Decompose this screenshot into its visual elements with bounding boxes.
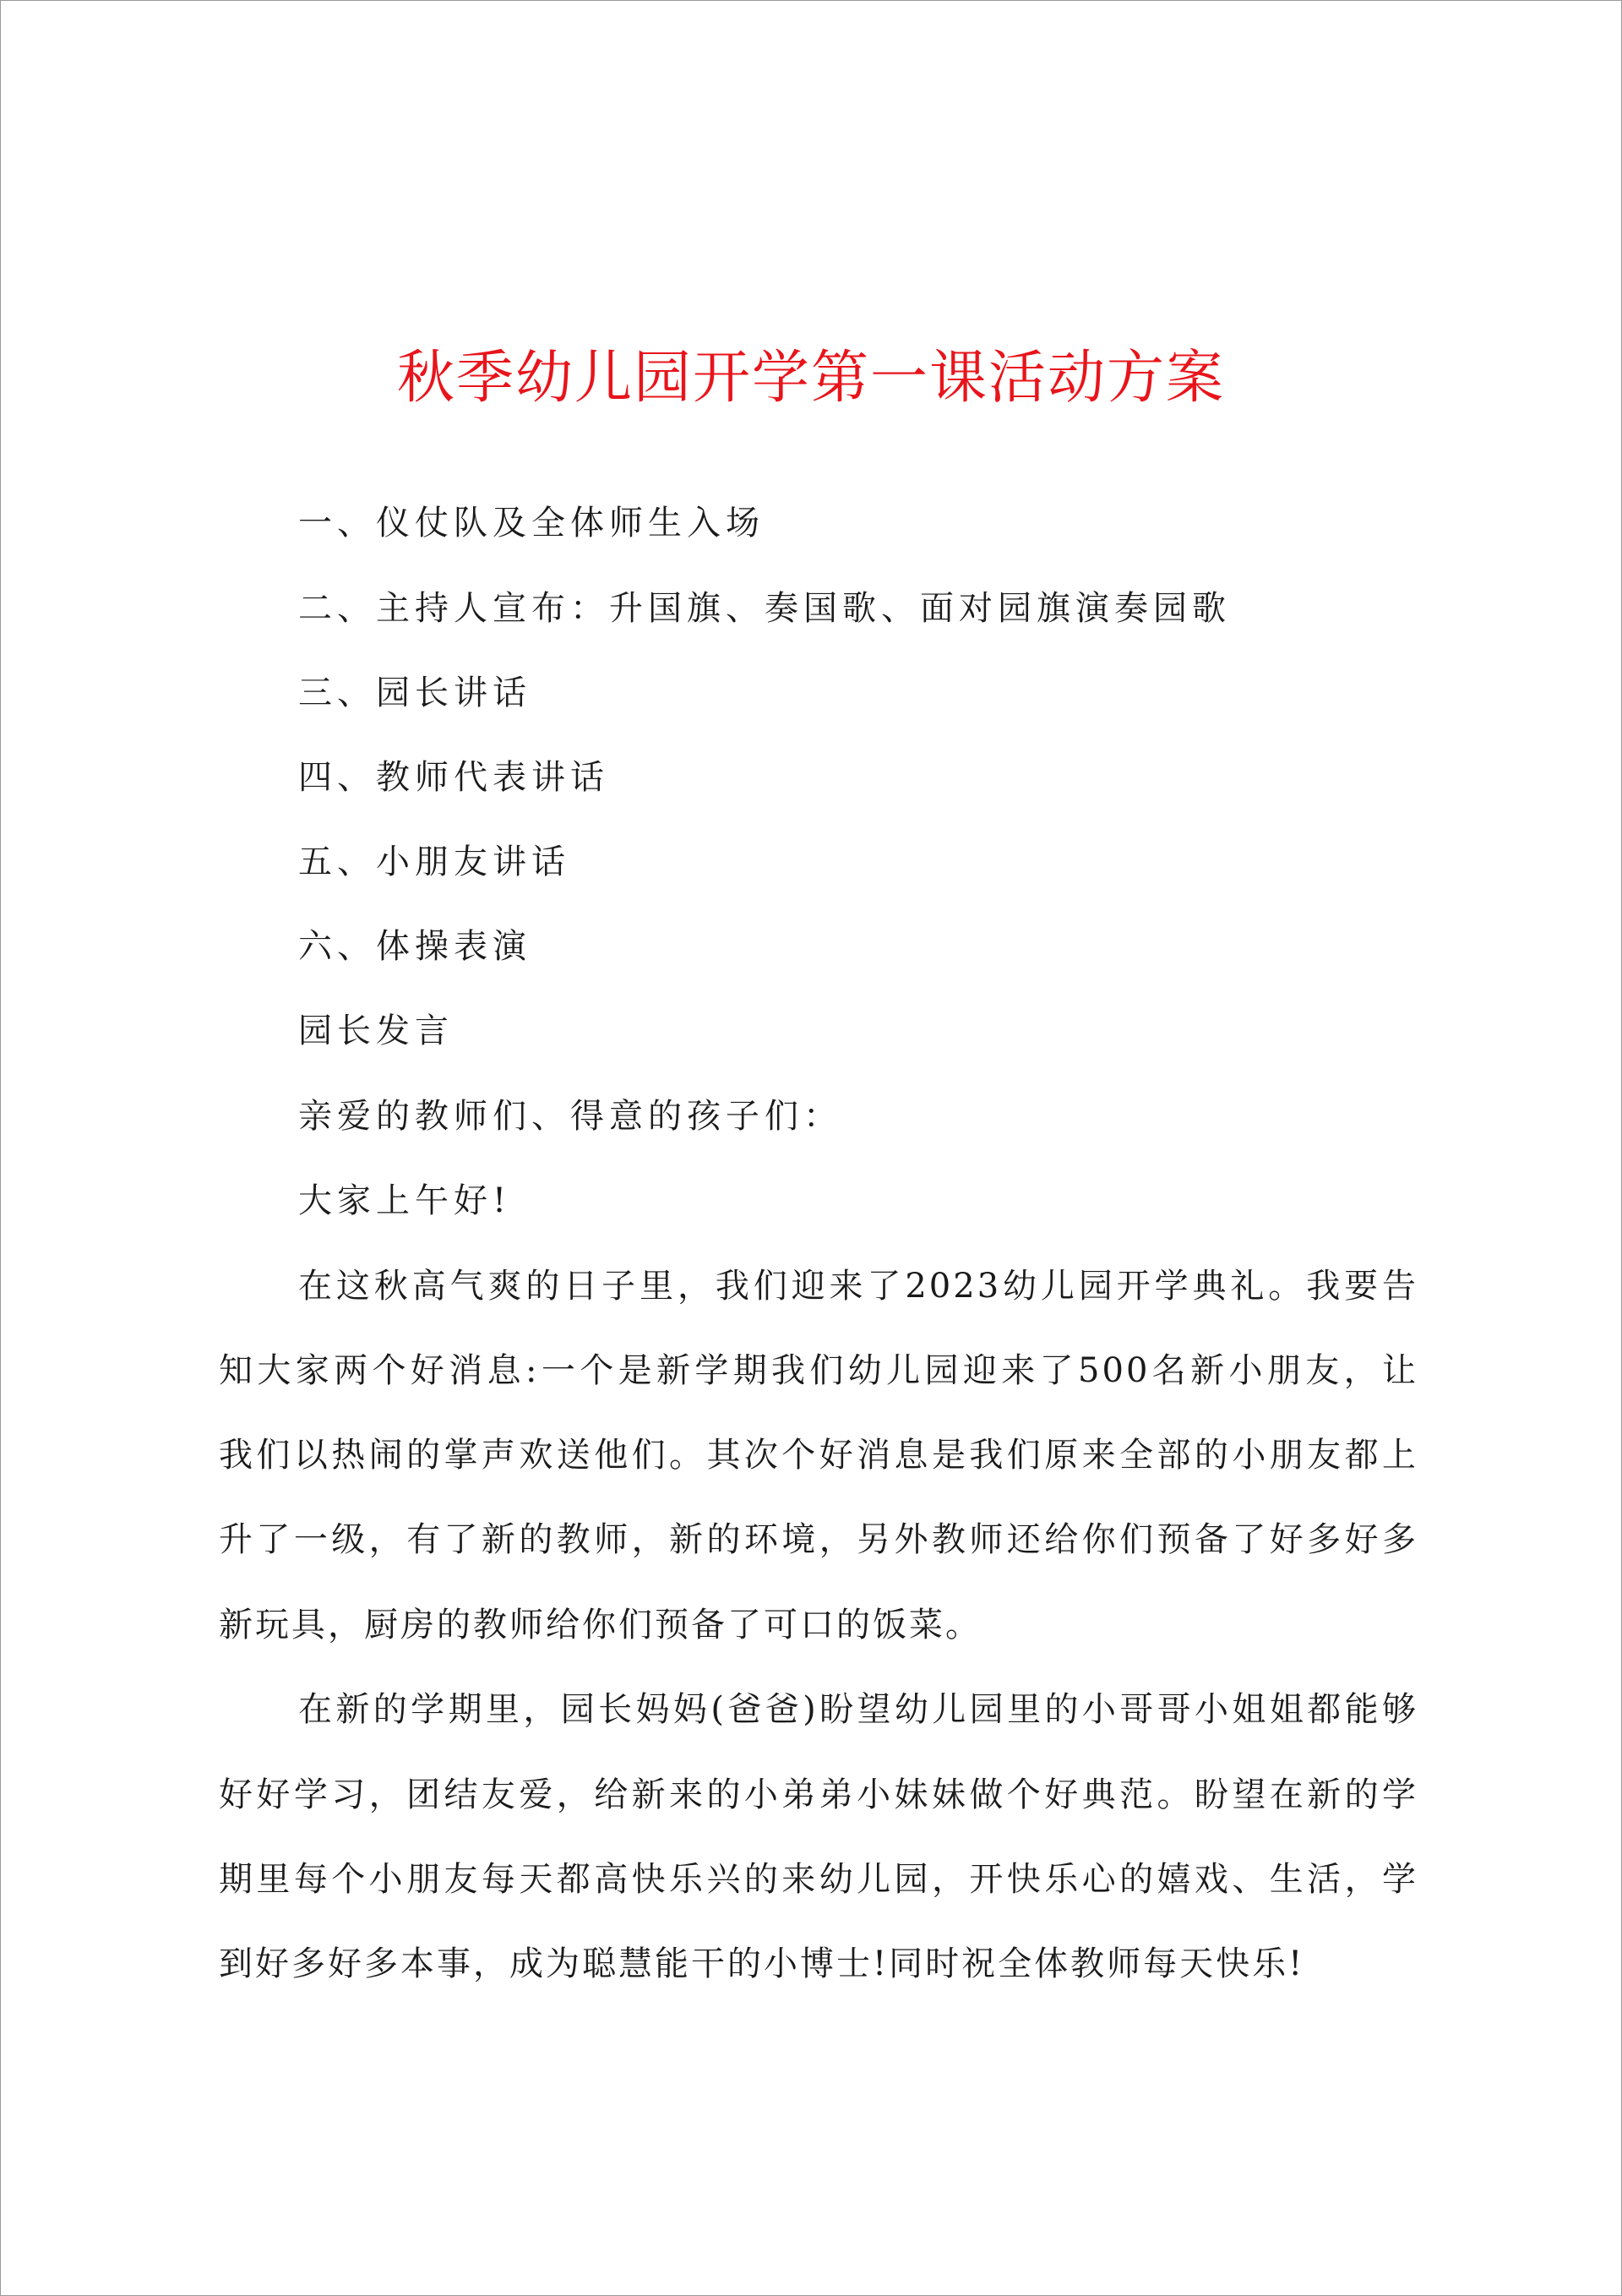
- speech-greeting: 大家上午好!: [298, 1181, 512, 1220]
- speech-heading: 园长发言: [298, 1012, 454, 1050]
- program-item: 一、仪仗队及全体师生入场: [298, 504, 765, 543]
- paragraph-line: 我们以热闹的掌声欢送他们。其次个好消息是我们原来全部的小朋友都上: [219, 1436, 1418, 1475]
- paragraph-line: 升了一级，有了新的教师，新的环境，另外教师还给你们预备了好多好多: [219, 1520, 1418, 1559]
- paragraph-line: 期里每个小朋友每天都高快乐兴的来幼儿园，开快乐心的嬉戏、生活，学: [219, 1860, 1418, 1899]
- paragraph-line: 在这秋高气爽的日子里，我们迎来了2023幼儿园开学典礼。我要告: [298, 1267, 1418, 1306]
- program-item: 四、教师代表讲话: [298, 758, 609, 797]
- program-item: 五、小朋友讲话: [298, 843, 570, 881]
- program-item: 三、园长讲话: [298, 674, 531, 712]
- document-title: 秋季幼儿园开学第一课活动方案: [396, 345, 1225, 412]
- program-item: 二、主持人宣布：升国旗、奏国歌、面对园旗演奏园歌: [298, 589, 1231, 628]
- paragraph-line: 到好多好多本事，成为聪慧能干的小博士!同时祝全体教师每天快乐!: [219, 1944, 1305, 1983]
- speech-salutation: 亲爱的教师们、得意的孩子们：: [298, 1097, 842, 1136]
- paragraph-line: 新玩具，厨房的教师给你们预备了可口的饭菜。: [219, 1606, 982, 1644]
- paragraph-line: 在新的学期里，园长妈妈(爸爸)盼望幼儿园里的小哥哥小姐姐都能够: [298, 1690, 1418, 1729]
- program-item: 六、体操表演: [298, 927, 531, 966]
- paragraph-line: 好好学习，团结友爱，给新来的小弟弟小妹妹做个好典范。盼望在新的学: [219, 1775, 1418, 1814]
- paragraph-line: 知大家两个好消息:一个是新学期我们幼儿园迎来了500名新小朋友，让: [219, 1351, 1418, 1390]
